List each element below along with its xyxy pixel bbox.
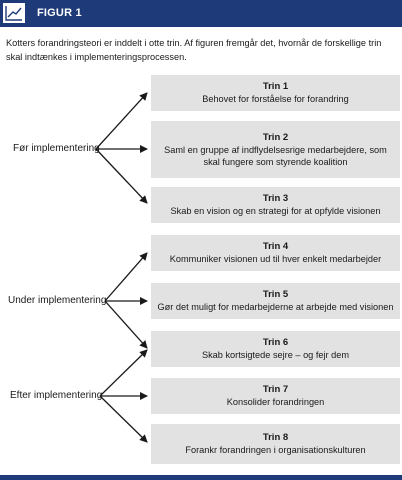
step-box-7	[151, 378, 400, 414]
step-title: Trin 6	[262, 337, 289, 348]
arrow-group1-step1	[96, 93, 147, 149]
step-desc: Skab kortsigtede sejre – og fejr dem	[201, 350, 350, 360]
arrow-group3-step6	[100, 350, 147, 396]
step-desc: Forankr forandringen i organisationskulturen	[185, 445, 366, 455]
step-box-2	[151, 121, 400, 178]
step-title: Trin 3	[262, 193, 289, 204]
step-desc: Skab en vision og en strategi for at opfylde visionen	[170, 206, 381, 216]
step-desc: Kommuniker visionen ud til hver enkelt medarbejder	[169, 254, 382, 264]
group-label-before: Før implementering	[13, 143, 100, 154]
arrow-group2-step6	[105, 301, 147, 348]
arrow-group2-step4	[105, 253, 147, 301]
step-box-1	[151, 75, 400, 111]
step-title: Trin 4	[262, 241, 289, 252]
group-label-during: Under implementering	[8, 295, 107, 306]
step-box-5	[151, 283, 400, 319]
step-title: Trin 8	[262, 432, 289, 443]
step-desc: Saml en gruppe af indflydelsesrige medarbejdere, som skal fungere som styrende koalition	[164, 144, 387, 167]
step-title: Trin 1	[262, 81, 289, 92]
figure-title: FIGUR 1	[37, 7, 82, 19]
step-box-3	[151, 187, 400, 223]
step-title: Trin 7	[262, 384, 289, 395]
footer-bar	[0, 475, 402, 480]
intro-text: Kotters forandringsteori er inddelt i otte trin. Af figuren fremgår det, hvornår de forskellige trin skal indtænkes i implementeringsprocessen.	[6, 38, 382, 62]
step-desc: Behovet for forståelse for forandring	[202, 94, 349, 104]
step-title: Trin 2	[262, 131, 289, 143]
group-label-after: Efter implementering	[10, 390, 103, 401]
step-box-8	[151, 424, 400, 464]
arrow-group3-step8	[100, 396, 147, 442]
step-title: Trin 5	[262, 289, 289, 300]
step-desc: Konsolider forandringen	[226, 397, 325, 407]
step-box-4	[151, 235, 400, 271]
step-box-6	[151, 331, 400, 367]
step-desc: Gør det muligt for medarbejderne at arbejde med visionen	[157, 302, 394, 312]
arrow-group1-step3	[96, 149, 147, 203]
